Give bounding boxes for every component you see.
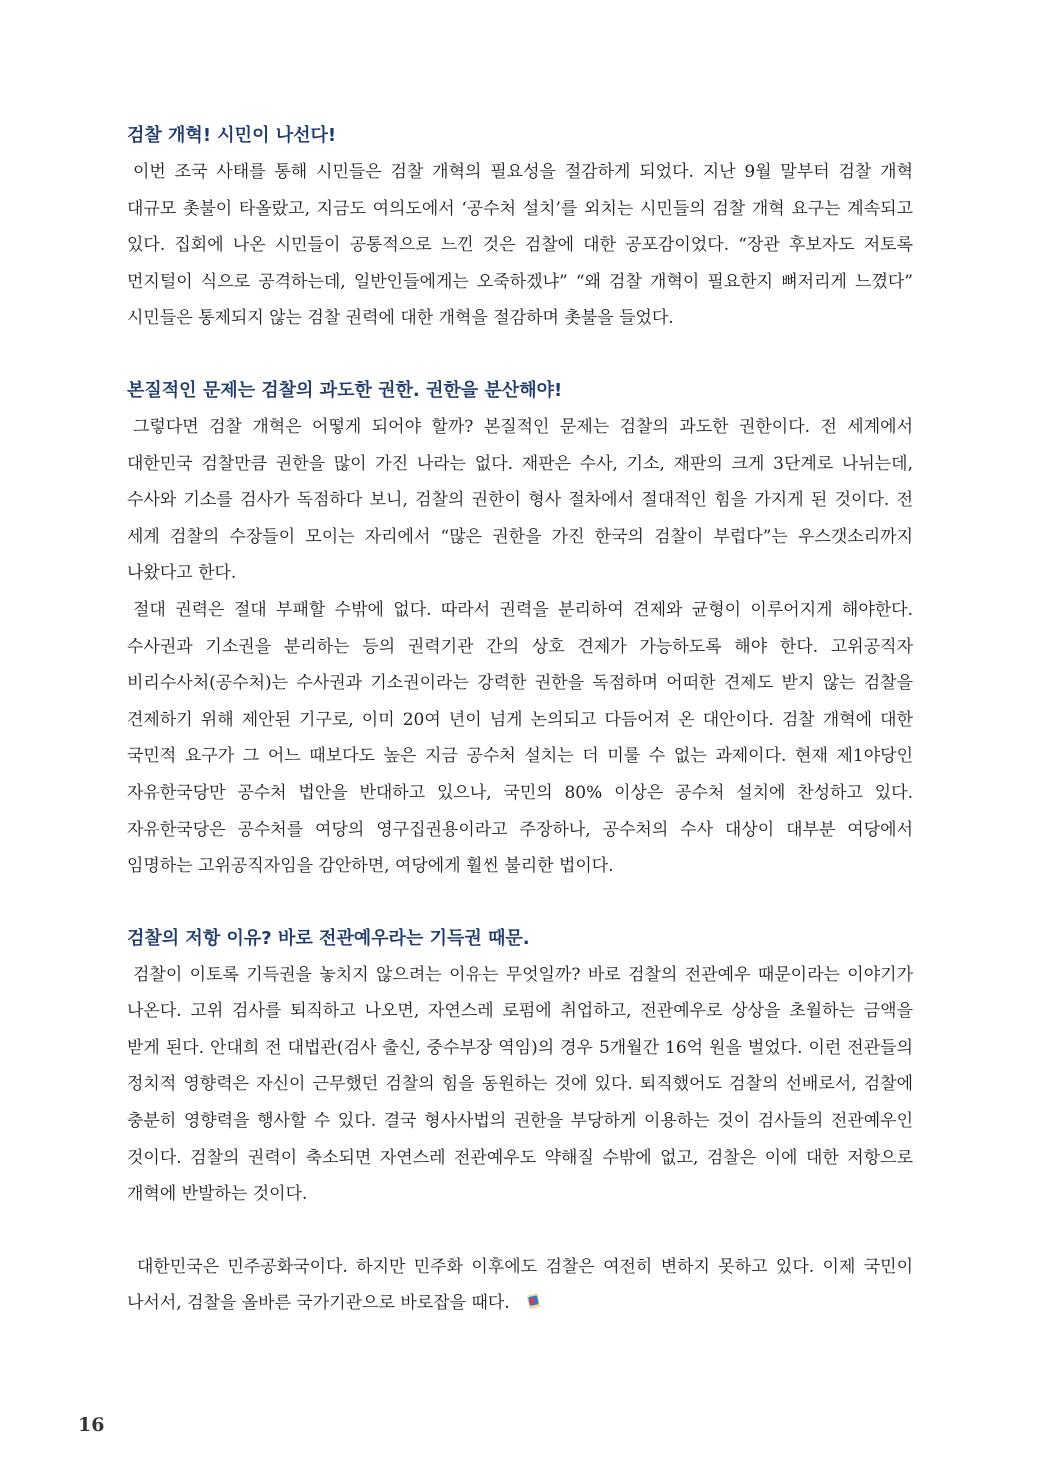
- section-heading: 검찰 개혁! 시민이 나선다!: [127, 125, 337, 146]
- section-prosecution-reform: [127, 118, 913, 337]
- paragraph: 이번 조국 사태를 통해 시민들은 검찰 개혁의 필요성을 절감하게 되었다. 지난 9월 말부터 검찰 개혁 대규모 촛불이 타올랐고, 지금도 여의도에서 ‘공수처 설치’를 외치는 시민들의 검찰 개혁 요구는 계속되고 있다. 집회에 나온 시민들이 공통적으로 느낀 것은 검찰에 대한 공포감이었다. “장관 후보자도 저토록 먼지털이 식으로 공격하는데, 일반인들에게는 오죽하겠냐” “왜 검찰 개혁이 필요한지 뼈저리게 느꼈다” 시민들은 통제되지 않는 검찰 권력에 대한 개혁을 절감하며 촛불을 들었다.: [127, 162, 913, 329]
- paragraph: 절대 권력은 절대 부패할 수밖에 없다. 따라서 권력을 분리하여 견제와 균형이 이루어지게 해야한다. 수사권과 기소권을 분리하는 등의 권력기관 간의 상호 견제가 가능하도록 해야 한다. 고위공직자 비리수사처(공수처)는 수사권과 기소권이라는 강력한 권한을 독점하며 어떠한 견제도 받지 않는 검찰을 견제하기 위해 제안된 기구로, 이미 20여 년이 넘게 논의되고 다듬어져 온 대안이다. 검찰 개혁에 대한 국민적 요구가 그 어느 때보다도 높은 지금 공수처 설치는 더 미룰 수 없는 과제이다. 현재 제1야당인 자유한국당만 공수처 법안을 반대하고 있으나, 국민의 80% 이상은 공수처 설치에 찬성하고 있다. 자유한국당은 공수처를 여당의 영구집권용이라고 주장하나, 공수처의 수사 대상이 대부분 여당에서 임명하는 고위공직자임을 감안하면, 여당에게 훨씬 불리한 법이다.: [127, 599, 913, 877]
- section-heading: 검찰의 저항 이유? 바로 전관예우라는 기득권 때문.: [127, 927, 530, 949]
- closing-paragraph: [127, 1249, 913, 1322]
- end-mark-icon: [516, 1287, 532, 1305]
- page-number: 16: [78, 1414, 105, 1436]
- closing-text: 대한민국은 민주공화국이다. 하지만 민주화 이후에도 검찰은 여전히 변하지 못하고 있다. 이제 국민이 나서서, 검찰을 올바른 국가기관으로 바로잡을 때다.: [127, 1256, 913, 1314]
- section-excessive-power: [127, 373, 913, 885]
- paragraph: 그렇다면 검찰 개혁은 어떻게 되어야 할까? 본질적인 문제는 검찰의 과도한 권한이다. 전 세계에서 대한민국 검찰만큼 권한을 많이 가진 나라는 없다. 재판은 수사, 기소, 재판의 크게 3단계로 나뉘는데, 수사와 기소를 검사가 독점하다 보니, 검찰의 권한이 형사 절차에서 절대적인 힘을 가지게 된 것이다. 전 세계 검찰의 수장들이 모이는 자리에서 “많은 권한을 가진 한국의 검찰이 부럽다”는 우스갯소리까지 나왔다고 한다.: [127, 416, 913, 584]
- paragraph: 검찰이 이토록 기득권을 놓치지 않으려는 이유는 무엇일까? 바로 검찰의 전관예우 때문이라는 이야기가 나온다. 고위 검사를 퇴직하고 나오면, 자연스레 로펌에 취업하고, 전관예우로 상상을 초월하는 금액을 받게 된다. 안대희 전 대법관(검사 출신, 중수부장 역임)의 경우 5개월간 16억 원을 벌었다. 이런 전관들의 정치적 영향력은 자신이 근무했던 검찰의 힘을 동원하는 것에 있다. 퇴직했어도 검찰의 선배로서, 검찰에 충분히 영향력을 행사할 수 있다. 결국 형사사법의 권한을 부당하게 이용하는 것이 검사들의 전관예우인 것이다. 검찰의 권력이 축소되면 자연스레 전관예우도 약해질 수밖에 없고, 검찰은 이에 대한 저항으로 개혁에 반발하는 것이다.: [127, 964, 913, 1205]
- section-heading: 본질적인 문제는 검찰의 과도한 권한. 권한을 분산해야!: [127, 379, 563, 401]
- section-resistance-reason: [127, 921, 913, 1213]
- article-body: [127, 118, 913, 1322]
